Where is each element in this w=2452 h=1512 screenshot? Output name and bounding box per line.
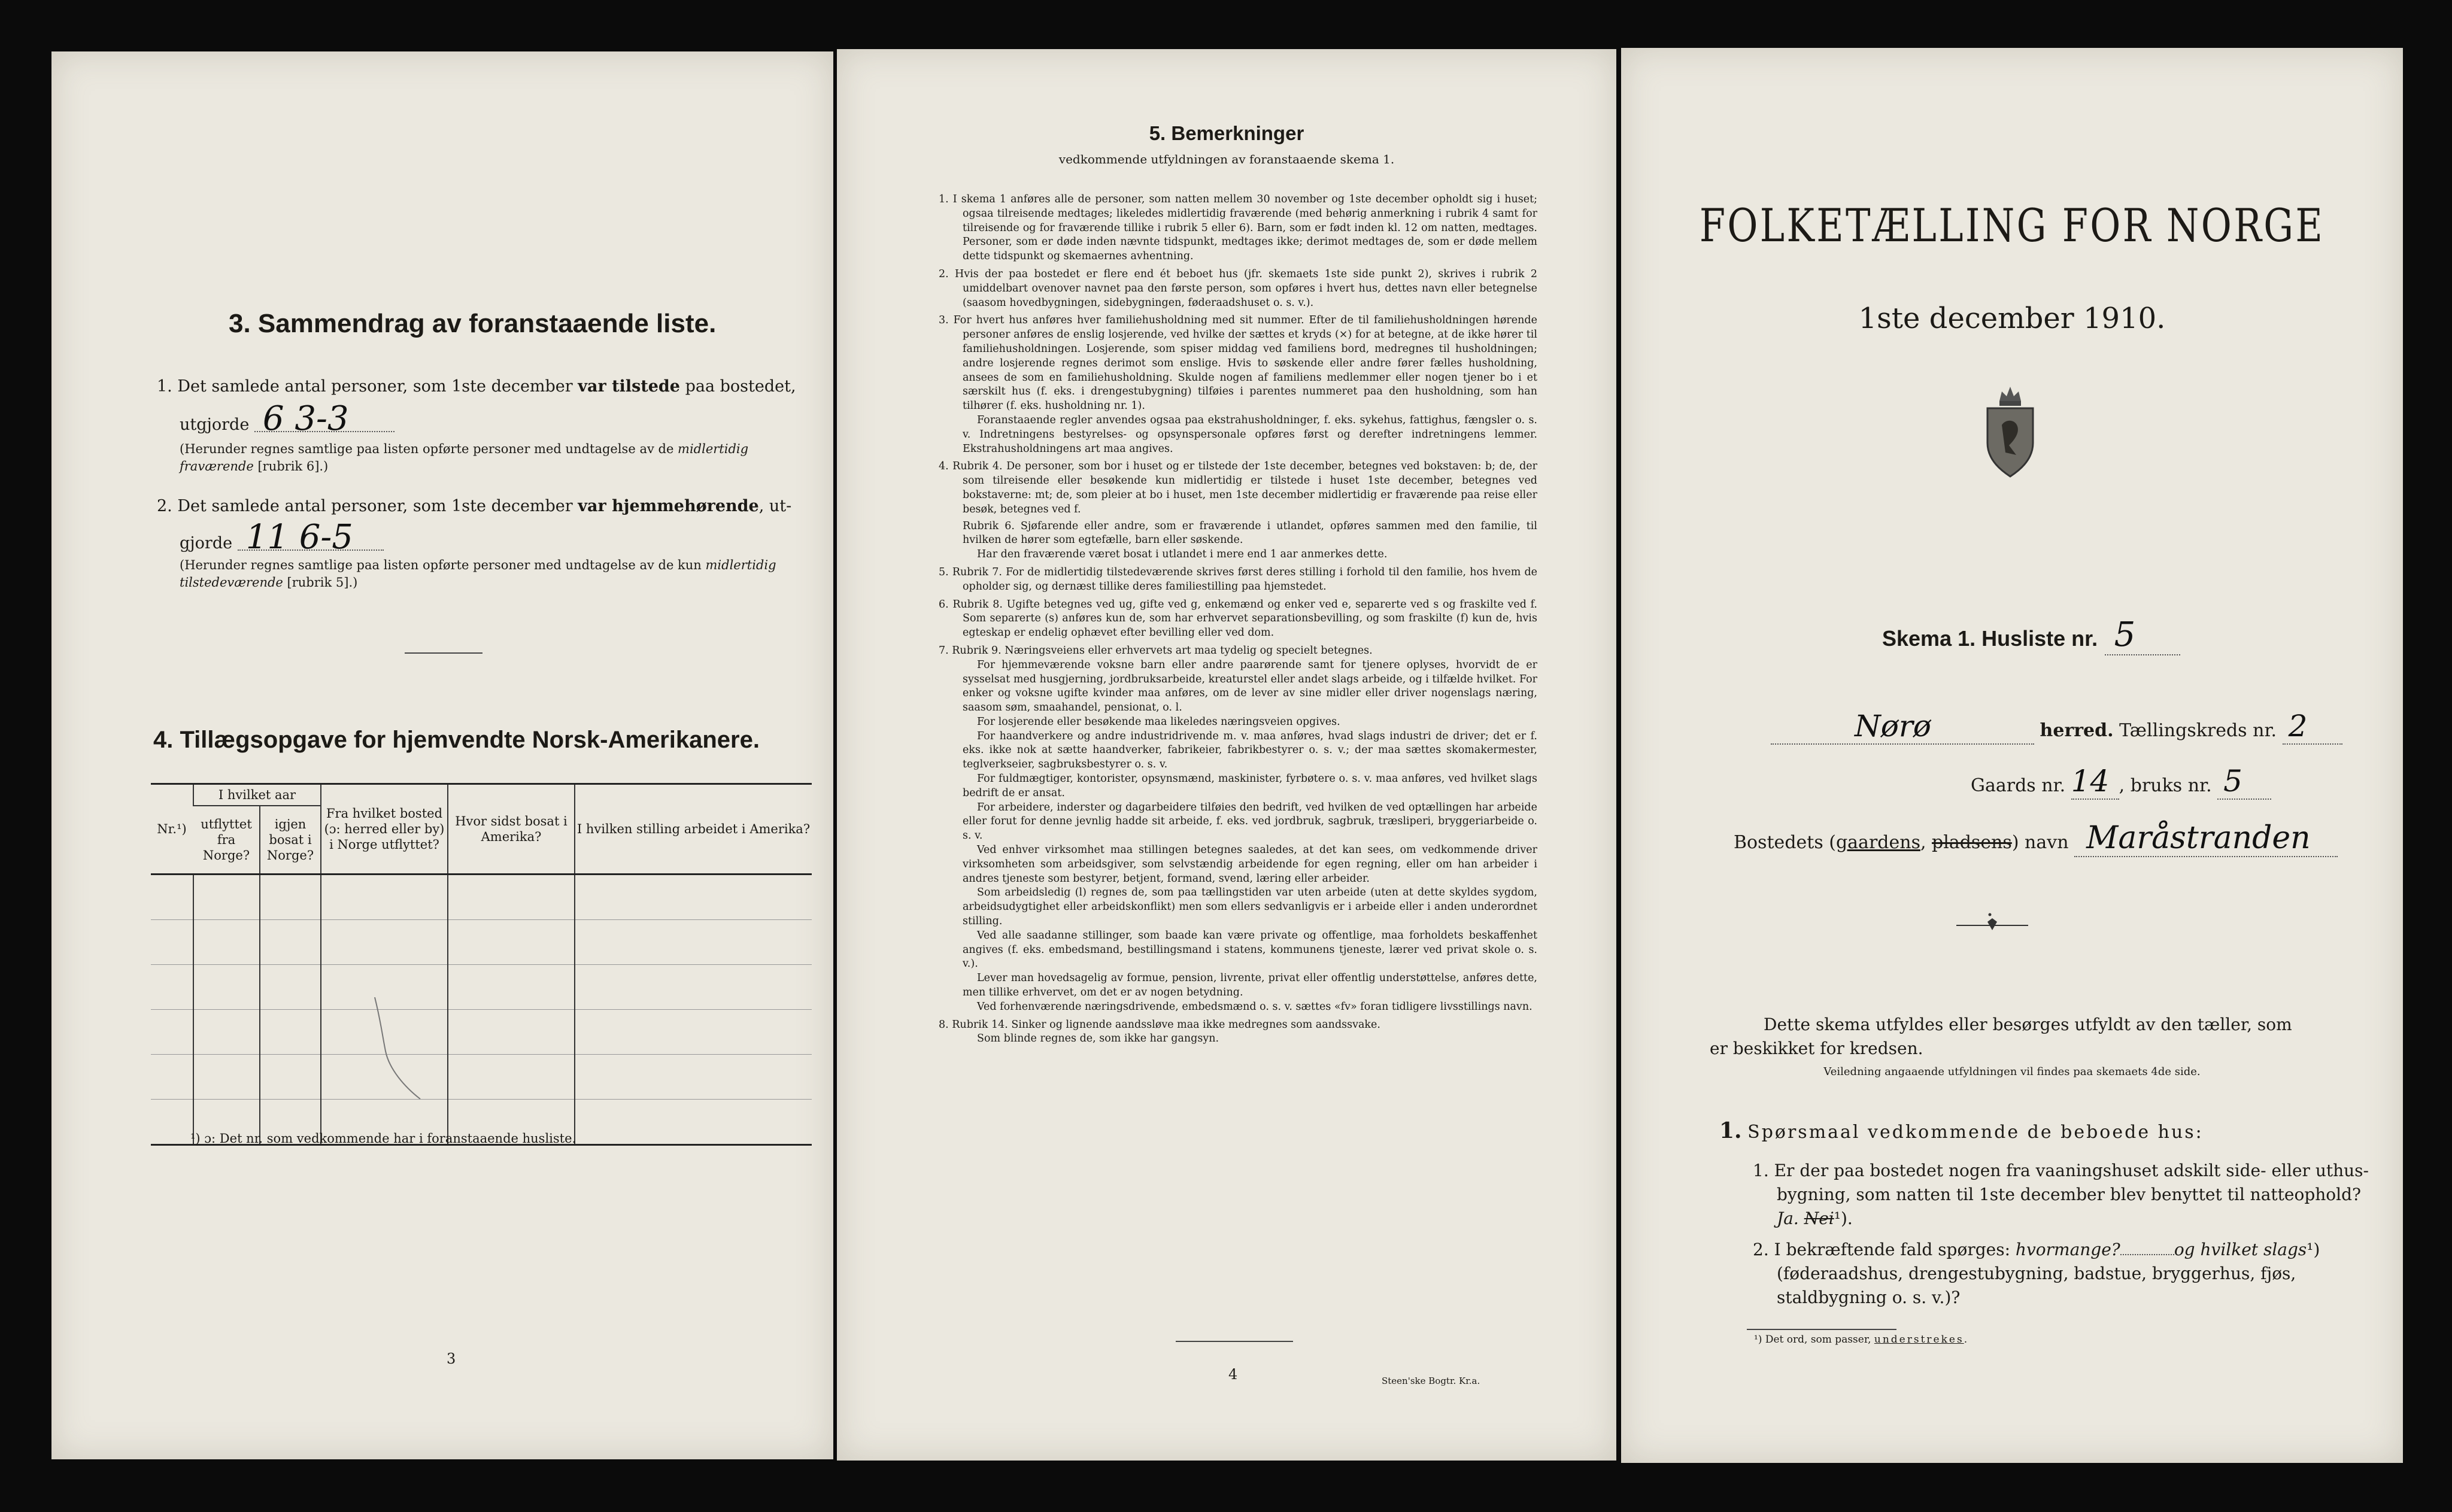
remark-7f: Ved enhver virksomhet maa stillingen betegnes saaledes, at det kan sees, om vedkommende driver virksomheten som arbeidsgiver, som selvstændig arbeidende for egen regning, eller om han arbeider i andres tjeneste som bestyrer, betjent, formand, svend, læring eller arbeider. [963,844,1537,885]
remark-7i: Lever man hovedsagelig av formue, pension, livrente, privat eller offentlig understøttelse, anføres dette, men tillike erhvervet, om det er av nogen betydning. [963,972,1537,999]
col-fra-bosted: Fra hvilket bosted (ɔ: herred eller by) i Norge utflyttet? [321,784,448,875]
krets-value: 2 [2283,709,2342,745]
remark-1: 1. I skema 1 anføres alle de personer, som natten mellem 30 november og 1ste december opholdt sig i huset; ogsaa tilreisende medtages; likeledes midlertidig fraværende (med behørig anmerkning i rubrik 4 samt for tilreisende og for fraværende tillike i rubrik 5 eller 6). Barn, som er født inden kl. 12 om natten, medtages. Personer, som er døde inden nævnte tidspunkt, medtages ikke; derimot medtages de, som er døde mellem dette tidspunkt og skemaernes avhentning. [939,193,1537,263]
col-stilling: I hvilken stilling arbeidet i Amerika? [575,784,812,875]
remark-8b: Som blinde regnes de, som ikke har gangsyn. [977,1033,1219,1045]
bruks-value: 5 [2217,764,2271,800]
q2-gjorde: gjorde 11 6-5 [180,526,384,555]
page-number: 3 [447,1350,456,1367]
remark-6: 6. Rubrik 8. Ugifte betegnes ved ug, gifte ved g, enkemænd og enker ved e, separerte ved s og fraskilte ved f. Som separerte (s) anføres kun de, som har erhvervet separationsbevilling, og som fraskilte (f) kun de, hvis egteskap er endelig ophævet efter bevilling eller ved dom. [939,598,1537,639]
q1-utgjorde: utgjorde 6 3-3 [180,407,394,437]
veiledning-text: Veiledning angaaende utfyldningen vil findes paa skemaets 4de side. [1823,1065,2201,1078]
census-title: FOLKETÆLLING FOR NORGE [1699,199,2325,252]
bosted-value: Maråstranden [2074,820,2338,857]
ornament-icon [1950,910,2034,934]
remark-7c: For haandverkere og andre industridrivende m. v. maa anføres, hvad slags industri de driver; det er f. eks. ikke nok at sætte haandverker, fabrikeier, fabrikbestyrer o. s. v.; der maa sættes skomakermester, teglverkseier, sagbruksbestyrer o. s. v. [963,730,1537,771]
norway-coat-of-arms-icon [1981,383,2039,479]
census-date: 1ste december 1910. [1858,302,2166,335]
remark-7e: For arbeidere, inderster og dagarbeidere tilføies den bedrift, ved hvilken de ved optællingen har arbeide eller forut for denne jevnlig hadde sit arbeide, f. eks. ved jordbruk, sagbruk, træsliperi, bryggeriarbeide o. s. v. [963,801,1537,842]
q1-note: (Herunder regnes samtlige paa listen opførte personer med undtagelse av de midlertidig fraværende [rubrik 6].) [180,442,749,473]
page-number: 4 [1228,1366,1238,1383]
remark-8: 8. Rubrik 14. Sinker og lignende aandssløve maa ikke medregnes som aandssvake. [939,1018,1380,1031]
col-utflyttet: utflyttet fra Norge? [201,817,252,863]
gaards-line: Gaards nr. 14 , bruks nr. 5 [1971,764,2271,800]
divider [405,652,482,654]
remark-5: 5. Rubrik 7. For de midlertidig tilstedeværende skrives først deres stilling i forhold til den familie, hos hvem de opholder sig, og dernæst tillike deres familiestilling paa hjemstedet. [939,566,1537,593]
remarks-subtitle: vedkommende utfyldningen av foranstaaende skema 1. [1058,152,1395,166]
question-2: 2. I bekræftende fald spørges: hvormange? og hvilket slags¹) (føderaadshus, drengestubygning, badstue, bryggerhus, fjøs, staldbygning o. s. v.)? [1753,1240,2320,1307]
remark-7g: Som arbeidsledig (l) regnes de, som paa tællingstiden var uten arbeide (uten at dette skyldes sygdom, arbeidsudygtighet eller arbeidskonflikt) men som ellers sedvanligvis er i arbeide eller i anden underordnet stilling. [963,886,1537,928]
footnote-divider [1747,1329,1896,1330]
intro-text: Dette skema utfyldes eller besørges utfyldt av den tæller, som er beskikket for kredsen. [1710,1015,2292,1058]
remark-7b: For losjerende eller besøkende maa likeledes næringsveien opgives. [977,715,1340,728]
remark-4b: Rubrik 6. Sjøfarende eller andre, som er fraværende i utlandet, opføres sammen med den familie, til hvilken de hører som egtefælle, barn eller søskende. [963,520,1537,546]
remark-7j: Ved forhenværende næringsdrivende, embedsmænd o. s. v. sættes «fv» foran tidligere livsstillings navn. [977,1000,1532,1013]
gaards-value: 14 [2071,764,2119,800]
herred-line: Nørø herred. Tællingskreds nr. 2 [1771,709,2369,745]
questions-heading: 1. Spørsmaal vedkommende de beboede hus: [1719,1118,2204,1143]
question-1: 1. Er der paa bostedet nogen fra vaaningshuset adskilt side- eller uthus-bygning, som natten til 1ste december blev benyttet til natteophold? Ja. Nei¹). [1753,1161,2369,1228]
section-3-title: 3. Sammendrag av foranstaaende liste. [229,309,717,338]
col-hvor-bosat: Hvor sidst bosat i Amerika? [448,784,575,875]
q2-line: 2. Det samlede antal personer, som 1ste december var hjemmehørende, ut- [157,497,792,515]
remark-7d: For fuldmægtiger, kontorister, opsynsmænd, maskinister, fyrbøtere o. s. v. maa anføres, ved hvilket slags bedrift de er ansat. [963,773,1537,799]
remarks-title: 5. Bemerkninger [1149,122,1304,144]
section-4-title: 4. Tillægsopgave for hjemvendte Norsk-Amerikanere. [153,727,760,753]
pencil-scribble [315,997,423,1177]
q2-handwritten-value: 11 6-5 [238,526,384,551]
q2-note: (Herunder regnes samtlige paa listen opførte personer med undtagelse av de kun midlertidig tilstedeværende [rubrik 5].) [180,558,776,590]
remark-3: 3. For hvert hus anføres hver familiehusholdning med sit nummer. Efter de til familiehusholdningen hørende personer anføres de enslig losjerende, ved hvilke der sættes et kryds (×) for at betegne, at de ikke hører til familiehusholdningen. Losjerende, som spiser middag ved familiens bord, medregnes til husholdningen; andre losjerende regnes derimot som enslige. Hvis to søskende eller andre fører fælles husholdning, ansees de som en familiehusholdning. Skulde nogen af familiens medlemmer eller nogen tjener bo i et særskilt hus (f. eks. i drengestubygning) tilføies i parentes nummeret paa den husholdning, som han tilhører (f. eks. husholdning nr. 1). [939,314,1537,412]
remark-7h: Ved alle saadanne stillinger, som baade kan være private og offentlige, maa forholdets beskaffenhet angives (f. eks. embedsmand, bestillingsmand i statens, kommunens tjeneste, lærer ved privat skole o. s. v.). [963,929,1537,970]
bosted-line: Bostedets (gaardens, pladsens) navn Maråstranden [1734,820,2392,857]
norsk-amerikaner-table [151,783,812,1146]
remark-7a: For hjemmeværende voksne barn eller andre paarørende samt for tjenere oplyses, hvorvidt de er sysselsat med husgjerning, jordbruksarbeide, kreaturstel eller andet slags arbeide, og i tilfælde hvilket. For enker og voksne ugifte kvinder maa anføres, om de lever av sine midler eller driver nogenslags næring, saasom søm, smaahandel, pensionat, o. l. [963,658,1537,714]
page-1 [1621,48,2403,1463]
herred-value: Nørø [1771,709,2034,745]
col-nr: Nr.¹) [157,822,187,836]
remark-4: 4. Rubrik 4. De personer, som bor i huset og er tilstede der 1ste december, betegnes ved bokstaven: b; de, der som tilreisende eller besøkende kun midlertidig er tilstede i huset 1ste december, betegnes ved bokstaverne: mt; de, som pleier at bo i huset, men 1ste december midlertidig er fraværende paa reise eller besøk, betegnes ved f. [939,460,1537,515]
table-footnote: ¹) ɔ: Det nr. som vedkommende har i foranstaaende husliste. [190,1131,576,1146]
husliste-nr-value: 5 [2105,615,2180,655]
remark-2: 2. Hvis der paa bostedet er flere end ét beboet hus (jfr. skemaets 1ste side punkt 2), skrives i rubrik 2 umiddelbart ovenover navnet paa den første person, som opføres i hvert hus, dettes navn eller betegnelse (saasom hovedbygningen, sidebygningen, føderaadshuset o. s. v.). [939,268,1537,309]
remark-3b: Foranstaaende regler anvendes ogsaa paa ekstrahusholdninger, f. eks. sykehus, fattighus, fængsler o. s. v. Indretningens bestyrelses- og opsynspersonale opføres først og derefter indretningens lemmer. Ekstrahusholdningens art maa angives. [963,414,1537,455]
skema-line: Skema 1. Husliste nr. 5 [1882,615,2180,655]
col-group-aar: I hvilket aar [193,784,321,806]
remark-4c: Har den fraværende været bosat i utlandet i mere end 1 aar anmerkes dette. [977,548,1388,561]
page1-footnote: ¹) Det ord, som passer, understrekes. [1754,1334,1968,1346]
col-igjen: igjen bosat i Norge? [260,806,321,875]
q1-line: 1. Det samlede antal personer, som 1ste december var tilstede paa bostedet, [157,377,796,396]
divider [1176,1341,1293,1342]
printer-imprint: Steen'ske Bogtr. Kr.a. [1382,1376,1480,1386]
remark-7: 7. Rubrik 9. Næringsveiens eller erhvervets art maa tydelig og specielt betegnes. [939,644,1373,657]
q1-handwritten-value: 6 3-3 [254,407,394,432]
page-4 [837,49,1616,1461]
remarks-list [939,193,1537,1046]
page-3 [51,51,833,1459]
